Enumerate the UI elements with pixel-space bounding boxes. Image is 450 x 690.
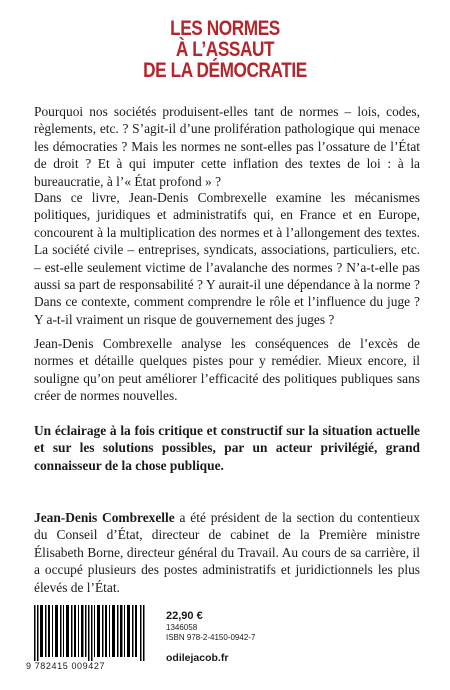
title-line-1: LES NORMES (170, 17, 280, 40)
barcode-icon (34, 605, 146, 661)
title-line-3: DE LA DÉMOCRATIE (143, 59, 307, 82)
analysis-paragraph: Jean-Denis Combrexelle analyse les conséquences de l’excès de normes et détaille quelques pistes pour y remédier. Mieux encore, il souligne qu’on peut améliorer l’efficacité des politiques publiques sans créer de normes nouvelles. (34, 336, 420, 404)
author-bio-paragraph (34, 509, 420, 596)
summary-paragraph: Un éclairage à la fois critique et constructif sur la situation actuelle et sur les solutions possibles, par un acteur privilégié, grand connaisseur de la chose publique. (34, 423, 420, 473)
product-code: 1346058 (166, 623, 198, 632)
publisher-website: odilejacob.fr (166, 652, 229, 664)
author-bio-text: a été président de la section du contentieux du Conseil d’État, directeur de cabinet de la Première ministre Élisabeth Borne, directeur général du Travail. Au cours de sa carrière, il a occupé plusieurs des postes administratifs et juridictionnels les plus élevés de l’État. (34, 510, 421, 595)
isbn: ISBN 978-2-4150-0942-7 (166, 633, 256, 642)
barcode (26, 605, 154, 673)
intro-paragraph: Pourquoi nos sociétés produisent-elles tant de normes – lois, codes, règlements, etc. ? S’agit-il d’une prolifération pathologique qui menace les démocraties ? Mais les normes ne sont-elles pas l’ossature de l’État de droit ? Et à qui imputer cette inflation des textes de loi : à la bureaucratie, à l’« État profond » ? (34, 104, 420, 189)
author-name: Jean-Denis Combrexelle (34, 510, 175, 525)
description-paragraph: Dans ce livre, Jean-Denis Combrexelle examine les mécanismes politiques, juridiques et administratifs qui, en France et en Europe, concourent à la multiplication des normes et à l’allongement des textes. La société civile – entreprises, syndicats, associations, particuliers, etc. – est-elle seulement victime de l’avalanche des normes ? N’a-t-elle pas aussi sa part de responsabilité ? Y aurait-il une dépendance à la norme ? Dans ce contexte, comment comprendre le rôle et l’influence du juge ? Y a-t-il vraiment un risque de gouvernement des juges ? (34, 190, 420, 327)
barcode-digits: 9 782415 009427 (26, 661, 106, 671)
price-block (166, 610, 255, 643)
book-title (41, 18, 410, 81)
title-line-2: À L’ASSAUT (175, 38, 275, 61)
price: 22,90 € (166, 610, 203, 622)
